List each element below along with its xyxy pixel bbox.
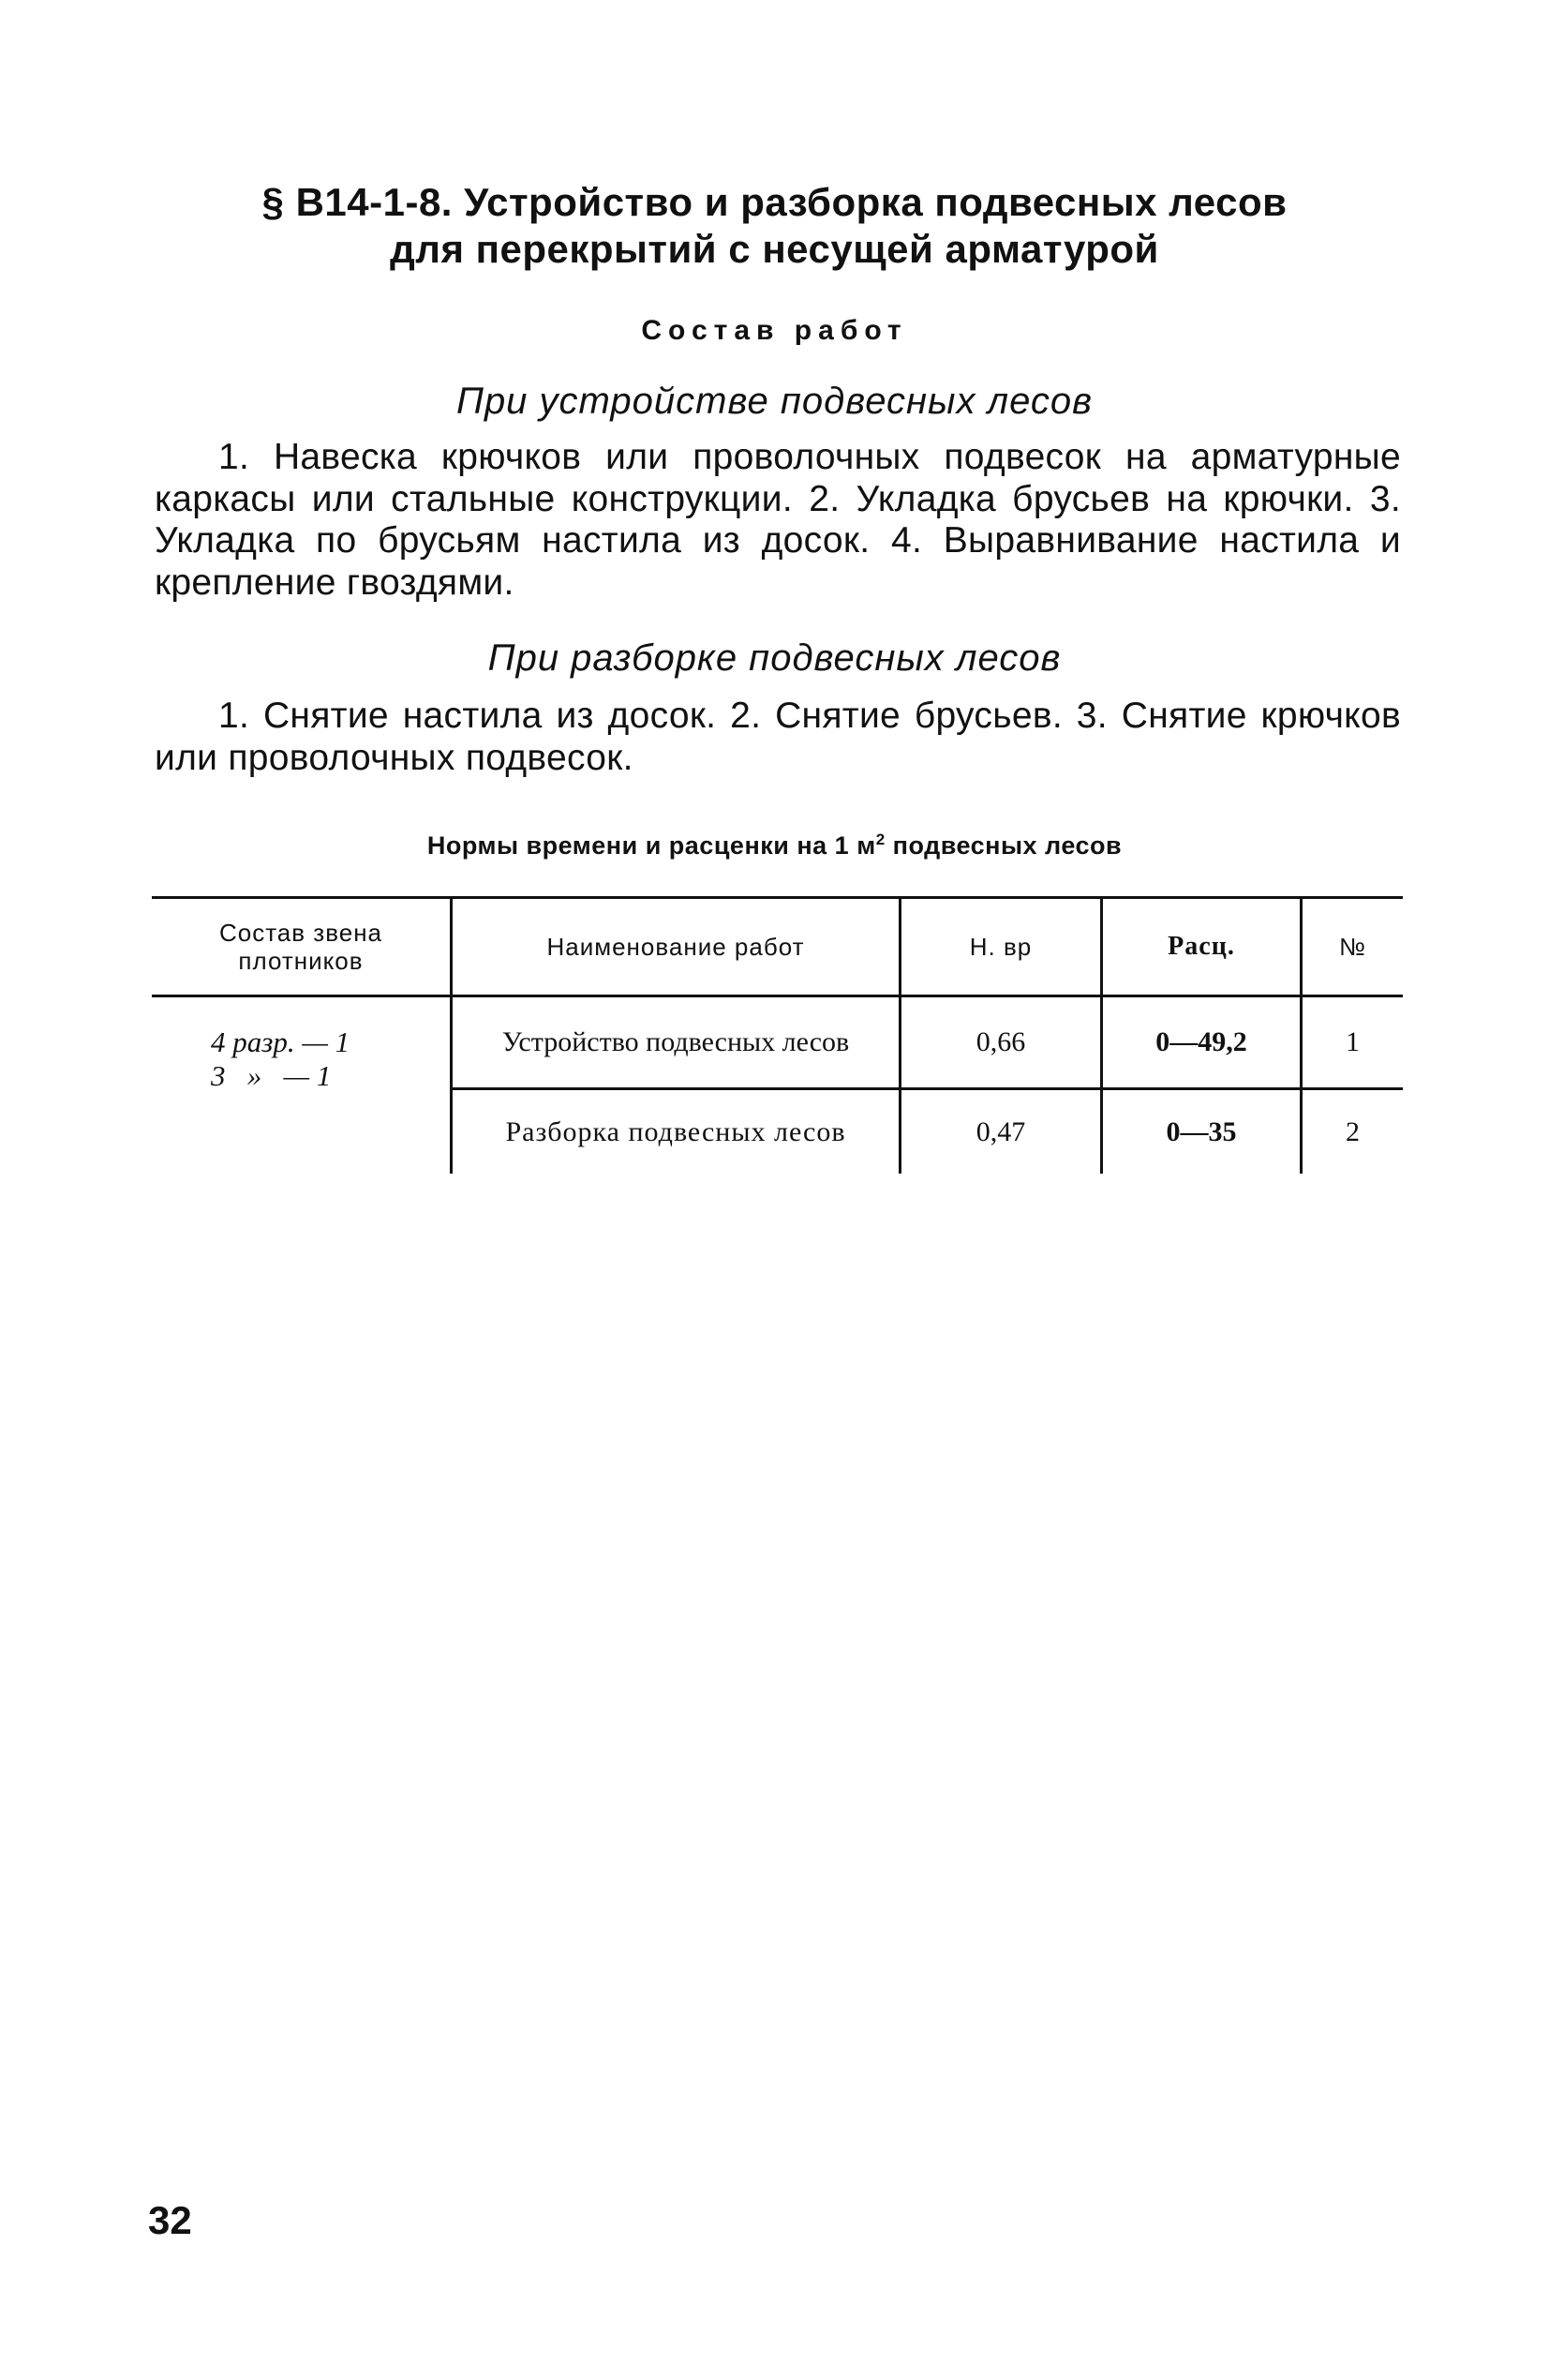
row1-rate: 0—49,2 (1155, 1026, 1247, 1057)
setup-subtitle: При устройстве подвесных лесов (455, 381, 1094, 422)
section-heading-line2: для перекрытий с несущей арматурой (390, 227, 1159, 271)
header-rate: Расц. (1168, 932, 1235, 961)
header-number: № (1339, 933, 1366, 961)
table-caption-superscript: 2 (875, 831, 886, 848)
row2-work-name: Разборка подвесных лесов (505, 1116, 846, 1147)
row2-number: 2 (1346, 1116, 1360, 1147)
crew-line1: 4 разр. — 1 (211, 1025, 350, 1058)
header-crew (152, 899, 450, 995)
table-caption-text: Нормы времени и расценки на 1 м (426, 831, 876, 860)
header-time-norm: Н. вр (969, 933, 1033, 961)
dismantle-paragraph: 1. Снятие настила из досок. 2. Снятие брусьев. 3. Снятие крючков или проволочных подвесок. (155, 696, 1401, 778)
table-caption (150, 831, 1399, 861)
page-number: 32 (148, 2198, 192, 2242)
table-caption-suffix: подвесных лесов (885, 831, 1123, 860)
dismantle-subtitle: При разборке подвесных лесов (487, 637, 1062, 679)
crew-line2: 3 » — 1 (211, 1059, 332, 1092)
row2-rate: 0—35 (1166, 1116, 1237, 1147)
header-work-name: Наименование работ (546, 933, 805, 961)
section-heading-line1: § В14-1-8. Устройство и разборка подвесных лесов (261, 180, 1288, 224)
row2-time-norm: 0,47 (976, 1116, 1026, 1147)
row1-number: 1 (1346, 1026, 1360, 1057)
work-composition-title: Состав работ (641, 315, 908, 346)
header-crew-line1: Состав звена (218, 919, 383, 947)
row1-work-name: Устройство подвесных лесов (501, 1026, 850, 1057)
row1-time-norm: 0,66 (976, 1026, 1026, 1057)
crew-composition (211, 1025, 350, 1093)
header-crew-line2: плотников (238, 947, 364, 975)
setup-paragraph: 1. Навеска крючков или проволочных подвесок на арматурные каркасы или стальные конструкции. 2. Укладка брусьев на крючки. 3. Укладка по брусьям настила из досок. 4. Выравнивание настила и крепление гвоздями. (155, 437, 1401, 603)
